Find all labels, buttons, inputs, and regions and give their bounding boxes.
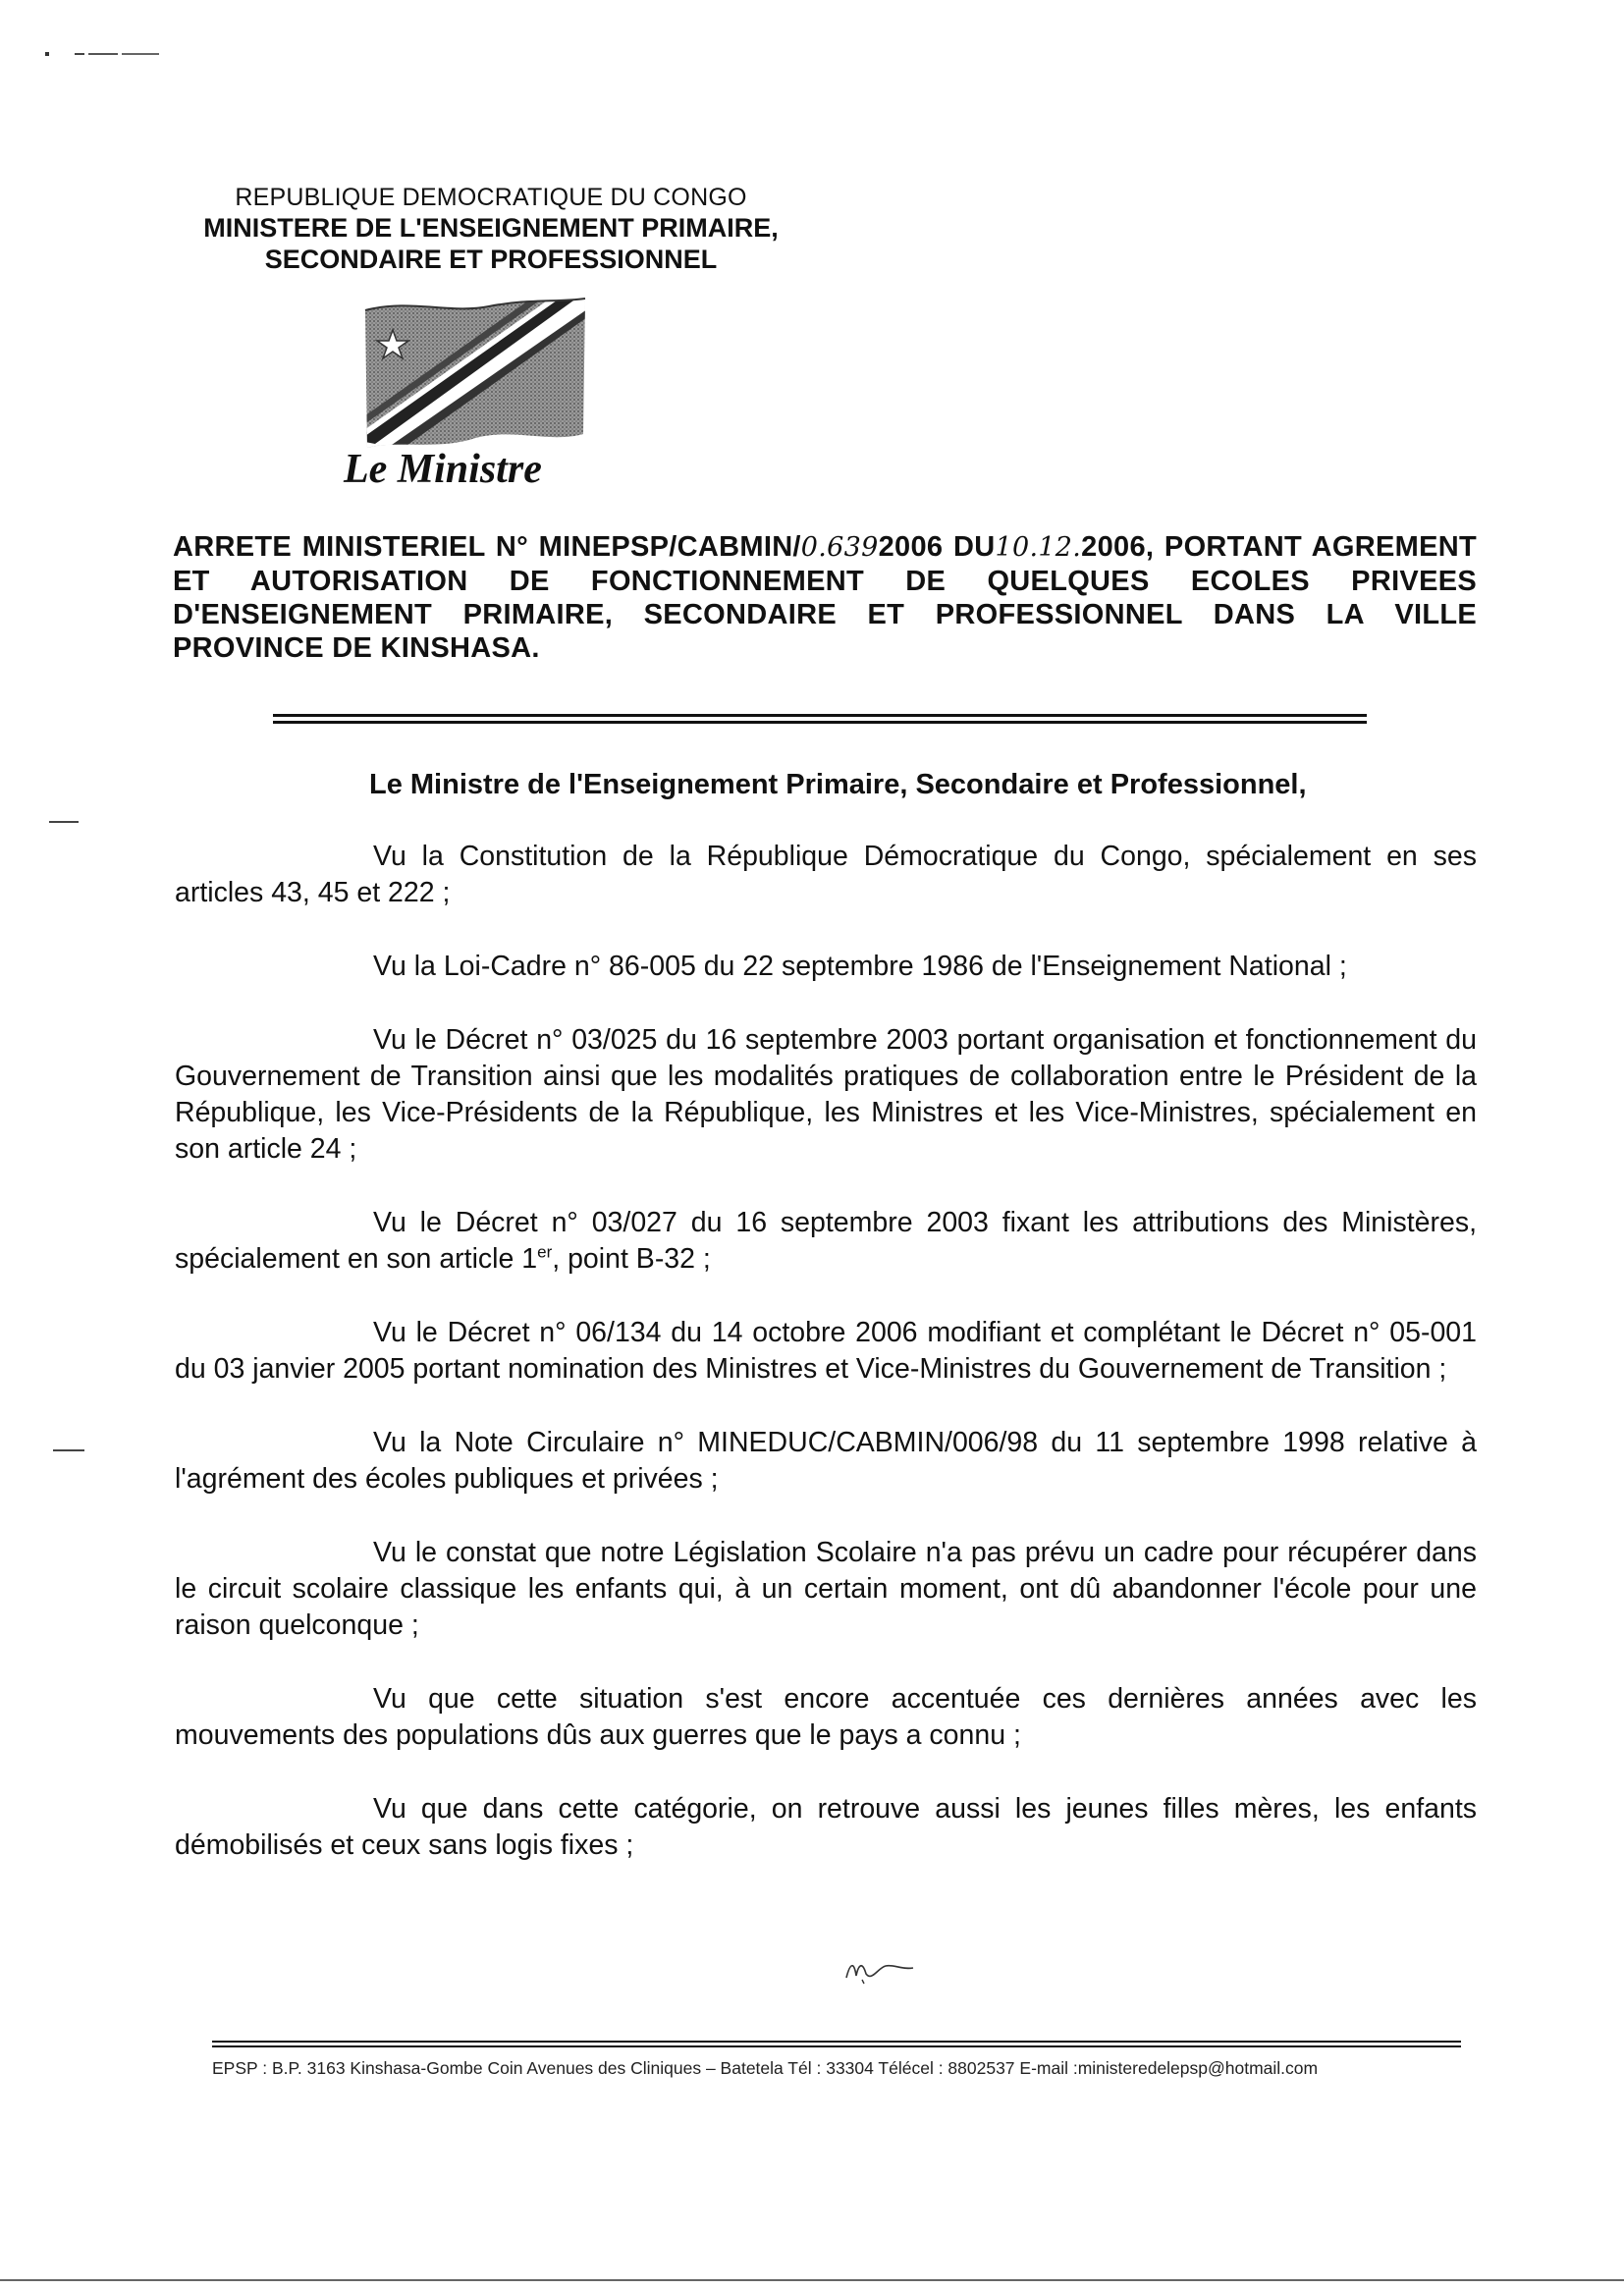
republic-name: REPUBLIQUE DEMOCRATIQUE DU CONGO [235, 184, 747, 211]
ministry-name-line1: MINISTERE DE L'ENSEIGNEMENT PRIMAIRE, [203, 213, 779, 243]
decree-number-handwritten: 0.639 [800, 532, 879, 563]
decree-prefix: ARRETE MINISTERIEL N° MINEPSP/CABMIN/ [173, 531, 801, 563]
decree-date-handwritten: 10.12. [995, 532, 1082, 563]
consideration-decret-06-134: Vu le Décret n° 06/134 du 14 octobre 2006 modifiant et complétant le Décret n° 05-001 du 03 janvier 2005 portant nomination des Ministres et Vice-Ministres du Gouvernement de Transition ; [175, 1317, 1477, 1385]
footer-contact: EPSP : B.P. 3163 Kinshasa-Gombe Coin Avenues des Cliniques – Batetela Tél : 33304 Télécel : 8802537 E-mail :ministeredelepsp@hotmail.com [212, 2058, 1319, 2078]
consideration-constitution: Vu la Constitution de la République Démocratique du Congo, spécialement en ses articles 43, 45 et 222 ; [175, 841, 1477, 908]
decree-mid: 2006 DU [878, 531, 996, 563]
consideration-constat: Vu le constat que notre Législation Scolaire n'a pas prévu un cadre pour récupérer dans le circuit scolaire classique les enfants qui, à un certain moment, ont dû abandonner l'école pour une raison quelconque ; [175, 1537, 1477, 1641]
drc-flag-icon [361, 297, 589, 452]
page-bottom-edge [0, 2279, 1624, 2281]
letterhead [187, 183, 795, 275]
margin-mark [49, 821, 79, 823]
title-separator [273, 714, 1367, 724]
footer-separator [212, 2041, 1461, 2047]
preamble-heading: Le Ministre de l'Enseignement Primaire, Secondaire et Professionnel, [369, 769, 1307, 800]
handwritten-initials [842, 1952, 921, 1986]
decree-title [173, 530, 1477, 665]
ministry-name-line2: SECONDAIRE ET PROFESSIONNEL [264, 245, 718, 274]
consideration-note-circulaire: Vu la Note Circulaire n° MINEDUC/CABMIN/006/98 du 11 septembre 1998 relative à l'agrément des écoles publiques et privées ; [175, 1427, 1477, 1495]
considerations-list [175, 839, 1477, 1899]
consideration-situation: Vu que cette situation s'est encore accentuée ces dernières années avec les mouvements des populations dûs aux guerres que le pays a connu ; [175, 1683, 1477, 1751]
margin-mark [53, 1449, 84, 1451]
consideration-decret-03-027: Vu le Décret n° 03/027 du 16 septembre 2003 fixant les attributions des Ministères, spécialement en son article 1er, point B-32 ; [175, 1207, 1477, 1275]
decree-suffix: 2006, PORTANT AGREMENT ET AUTORISATION DE FONCTIONNEMENT DE QUELQUES ECOLES PRIVEES D'ENSEIGNEMENT PRIMAIRE, SECONDAIRE ET PROFESSIONNEL DANS LA VILLE PROVINCE DE KINSHASA. [173, 531, 1477, 664]
scan-artifact-mark [45, 51, 163, 57]
le-ministre-heading: Le Ministre [344, 447, 542, 492]
consideration-decret-03-025: Vu le Décret n° 03/025 du 16 septembre 2003 portant organisation et fonctionnement du Gouvernement de Transition ainsi que les modalités pratiques de collaboration entre le Président de la République, les Vice-Présidents de la République, les Ministres et les Vice-Ministres, spécialement en son article 24 ; [175, 1024, 1477, 1165]
consideration-loi-cadre: Vu la Loi-Cadre n° 86-005 du 22 septembre 1986 de l'Enseignement National ; [373, 951, 1347, 982]
consideration-categorie: Vu que dans cette catégorie, on retrouve aussi les jeunes filles mères, les enfants démobilisés et ceux sans logis fixes ; [175, 1793, 1477, 1861]
